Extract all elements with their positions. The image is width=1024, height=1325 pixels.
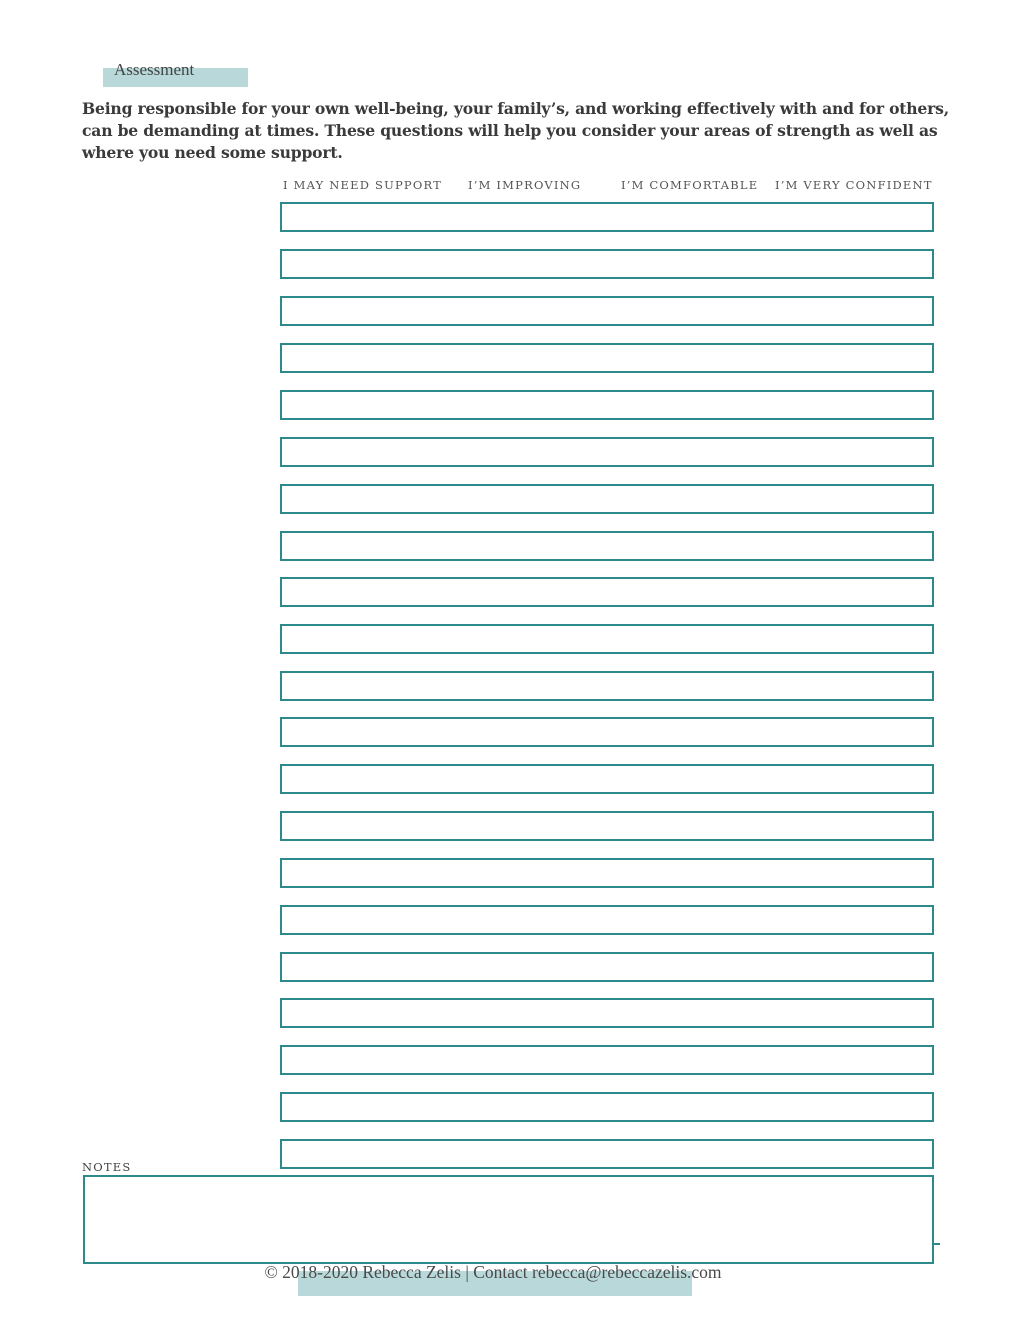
rating-field[interactable] [280, 811, 934, 841]
rating-field[interactable] [280, 952, 934, 982]
rating-field[interactable] [280, 437, 934, 467]
rating-field[interactable] [280, 484, 934, 514]
rating-field[interactable] [280, 1045, 934, 1075]
rating-field[interactable] [280, 249, 934, 279]
rating-field[interactable] [280, 577, 934, 607]
scale-header-need-support: I MAY NEED SUPPORT [283, 178, 442, 192]
scale-header-very-confident: I’M VERY CONFIDENT [775, 178, 933, 192]
notes-field[interactable] [83, 1175, 934, 1264]
notes-label: NOTES [82, 1160, 132, 1174]
rating-field[interactable] [280, 202, 934, 232]
rating-field[interactable] [280, 531, 934, 561]
rating-field[interactable] [280, 764, 934, 794]
scale-header-comfortable: I’M COMFORTABLE [621, 178, 759, 192]
rating-field[interactable] [280, 296, 934, 326]
rating-field[interactable] [280, 858, 934, 888]
section-tag: Assessment [114, 60, 195, 79]
rating-field[interactable] [280, 390, 934, 420]
rating-field[interactable] [280, 343, 934, 373]
intro-text: Being responsible for your own well-being, your family’s, and working effectively with and for others, can be demanding at times. These questions will help you consider your areas of strength as well as where you need some support. [82, 99, 949, 162]
rating-field[interactable] [280, 624, 934, 654]
notes-divider [932, 1243, 940, 1245]
rating-field[interactable] [280, 905, 934, 935]
rating-field[interactable] [280, 717, 934, 747]
scale-header-improving: I’M IMPROVING [468, 178, 582, 192]
rating-field[interactable] [280, 1092, 934, 1122]
rating-field[interactable] [280, 671, 934, 701]
rating-field[interactable] [280, 998, 934, 1028]
footer-copyright: © 2018-2020 Rebecca Zelis | Contact rebecca@rebeccazelis.com [264, 1262, 722, 1282]
rating-field[interactable] [280, 1139, 934, 1169]
